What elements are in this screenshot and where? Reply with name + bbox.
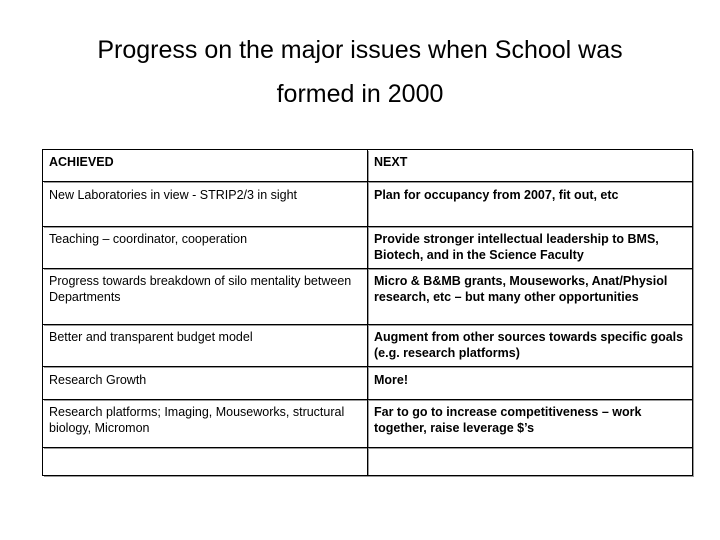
slide-title [0, 28, 720, 116]
next-cell: More! [368, 367, 693, 400]
achieved-cell: Progress towards breakdown of silo mentality between Departments [43, 269, 368, 325]
header-achieved: ACHIEVED [43, 150, 368, 182]
achieved-cell: Research platforms; Imaging, Mouseworks, structural biology, Micromon [43, 400, 368, 448]
slide-title-line-2: formed in 2000 [276, 80, 444, 108]
table-row [43, 325, 693, 367]
next-cell: Provide stronger intellectual leadership to BMS, Biotech, and in the Science Faculty [368, 227, 693, 269]
next-cell [368, 448, 693, 476]
achieved-cell [43, 448, 368, 476]
table-row-empty [43, 448, 693, 476]
table-row [43, 182, 693, 227]
progress-table [42, 149, 693, 476]
next-cell: Plan for occupancy from 2007, fit out, etc [368, 182, 693, 227]
achieved-cell: New Laboratories in view - STRIP2/3 in sight [43, 182, 368, 227]
achieved-cell: Teaching – coordinator, cooperation [43, 227, 368, 269]
achieved-cell: Better and transparent budget model [43, 325, 368, 367]
next-cell: Augment from other sources towards specific goals (e.g. research platforms) [368, 325, 693, 367]
header-next: NEXT [368, 150, 693, 182]
table-header-row [43, 150, 693, 182]
achieved-cell: Research Growth [43, 367, 368, 400]
next-cell: Micro & B&MB grants, Mouseworks, Anat/Physiol research, etc – but many other opportunities [368, 269, 693, 325]
table-row [43, 227, 693, 269]
table-row [43, 400, 693, 448]
table-row [43, 367, 693, 400]
table-row [43, 269, 693, 325]
next-cell: Far to go to increase competitiveness – work together, raise leverage $’s [368, 400, 693, 448]
slide-title-line-1: Progress on the major issues when School was [97, 36, 623, 64]
